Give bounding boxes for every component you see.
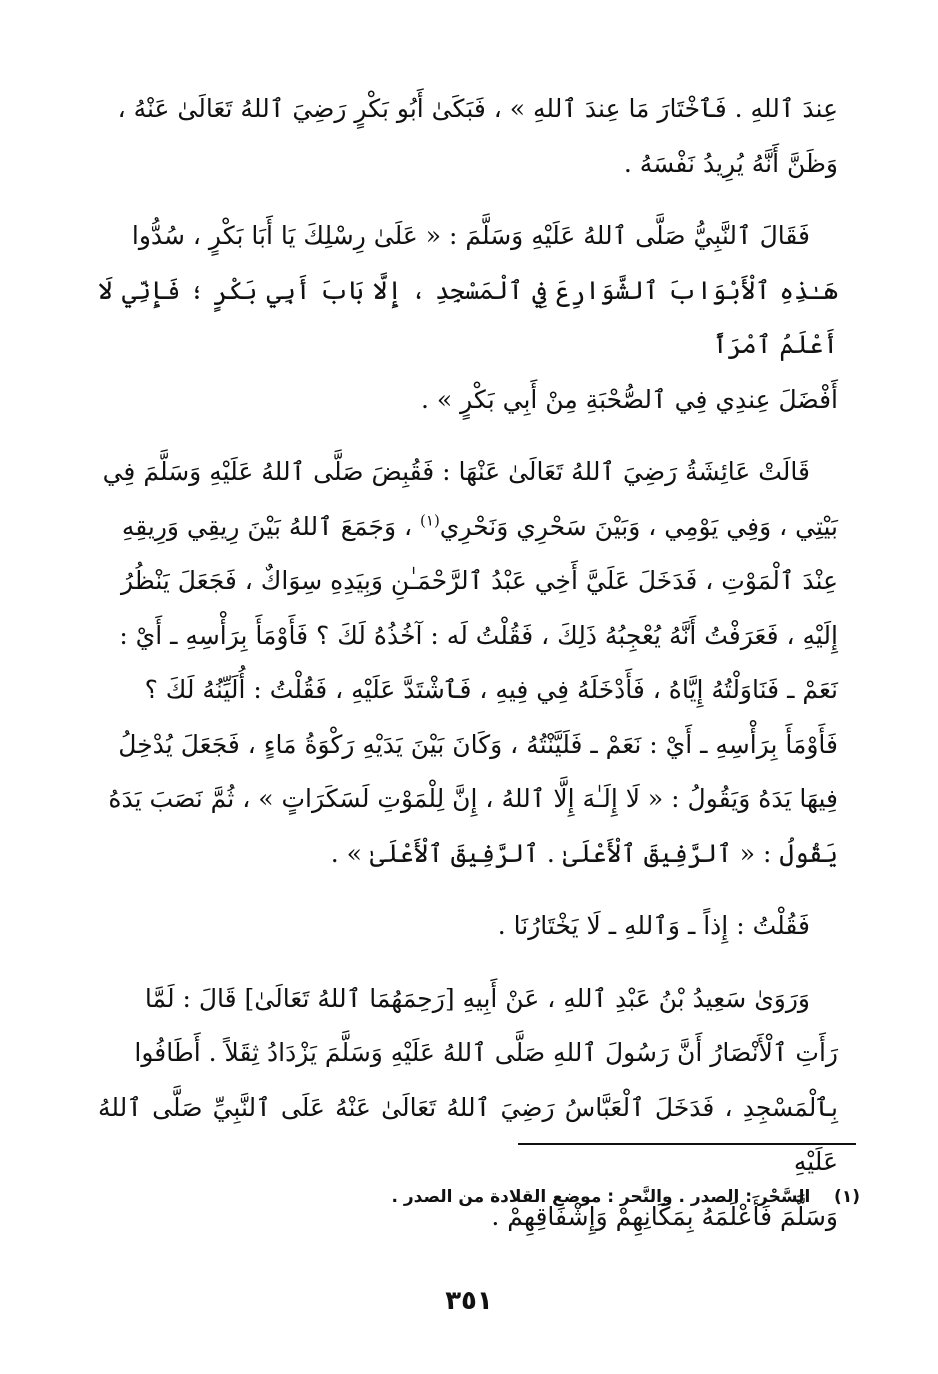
page-number: ٣٥١ <box>445 1286 493 1316</box>
paragraph-2 <box>98 209 838 427</box>
text-line: قَالَتْ عَائِشَةُ رَضِيَ ٱللهُ تَعَالَىٰ عَنْهَا : فَقُبِضَ صَلَّى ٱللهُ عَلَيْهِ وَسَلَّمَ فِي <box>102 457 810 486</box>
text-line: وَظَنَّ أَنَّهُ يُرِيدُ نَفْسَهُ . <box>623 148 838 178</box>
text-line: يَقُولُ : « ٱلرَّفِيقَ ٱلْأَعْلَىٰ . ٱلرَّفِيقَ ٱلْأَعْلَىٰ » . <box>330 838 838 868</box>
text-line: أَفْضَلَ عِندِي فِي ٱلصُّحْبَةِ مِنْ أَبِي بَكْرٍ » . <box>420 384 838 414</box>
text-line: إِلَيْهِ ، فَعَرَفْتُ أَنَّهُ يُعْجِبُهُ ذَلِكَ ، فَقُلْتُ لَه : آخُذُهُ لَكَ ؟ فَأَوْمَأَ بِرَأْسِهِ ـ أَيْ : <box>119 620 838 650</box>
text-line: فَقَالَ ٱلنَّبِيُّ صَلَّى ٱللهُ عَلَيْهِ وَسَلَّمَ : « عَلَىٰ رِسْلِكَ يَا أَبَا بَكْرٍ ، سُدُّوا <box>131 221 810 250</box>
text-line-with-footnote <box>98 500 838 555</box>
footnote-text: السَّحْر : الصدر . والنَّحر : موضع القلادة من الصدر . <box>391 1187 811 1207</box>
text-line: عِندَ ٱللهِ . فَٱخْتَارَ مَا عِندَ ٱللهِ » ، فَبَكَىٰ أَبُو بَكْرٍ رَضِيَ ٱللهُ تَعَالَىٰ عَنْهُ ، <box>117 94 838 123</box>
text-segment: بَيْتِي ، وَفِي يَوْمِي ، وَبَيْنَ سَحْرِي وَنَحْرِي <box>439 511 838 541</box>
text-line: وَرَوَىٰ سَعِيدُ بْنُ عَبْدِ ٱللهِ ، عَنْ أَبِيهِ [رَحِمَهُمَا ٱللهُ تَعَالَىٰ] قَالَ : لَمَّا <box>144 983 810 1013</box>
text-segment: ، وَجَمَعَ ٱللهُ بَيْنَ رِيقِي وَرِيقِهِ <box>121 511 421 541</box>
paragraph-3 <box>98 445 838 881</box>
footnote-reference[interactable]: (١) <box>420 511 440 530</box>
text-line: فِيهَا يَدَهُ وَيَقُولُ : « لَا إِلَـٰهَ إِلَّا ٱللهُ ، إِنَّ لِلْمَوْتِ لَسَكَرَاتٍ » ، ثُمَّ نَصَبَ يَدَهُ <box>108 784 838 813</box>
text-line: رَأَتِ ٱلْأَنْصَارُ أَنَّ رَسُولَ ٱللهِ صَلَّى ٱللهُ عَلَيْهِ وَسَلَّمَ يَزْدَادُ ثِقَلاً . أَطَافُوا <box>134 1038 838 1067</box>
text-line: عِنْدَ ٱلْمَوْتِ ، فَدَخَلَ عَلَيَّ أَخِي عَبْدُ ٱلرَّحْمَـٰنِ وَبِيَدِهِ سِوَاكٌ ، فَجَعَلَ يَنْظُرُ <box>121 566 838 595</box>
text-line: فَأَوْمَأَ بِرَأْسِهِ ـ أَيْ : نَعَمْ ـ فَلَيَّنْتُهُ ، وَكَانَ بَيْنَ يَدَيْهِ رَكْوَةُ مَاءٍ ، فَجَعَلَ يُدْخِلُ <box>118 729 838 759</box>
main-text <box>98 82 838 1244</box>
text-line: نَعَمْ ـ فَنَاوَلْتُهُ إِيَّاهُ ، فَأَدْخَلَهُ فِي فِيهِ ، فَٱشْتَدَّ عَلَيْهِ ، فَقُلْتُ : أُلَيِّنُهُ لَكَ ؟ <box>144 675 838 704</box>
text-line: بِٱلْمَسْجِدِ ، فَدَخَلَ ٱلْعَبَّاسُ رَضِيَ ٱللهُ تَعَالَىٰ عَنْهُ عَلَى ٱلنَّبِيِّ صَلَّى ٱللهُ عَلَيْهِ <box>98 1092 838 1176</box>
text-line: فَقُلْتُ : إِذاً ـ وَٱللهِ ـ لَا يَخْتَارُنَا . <box>497 911 810 940</box>
paragraph-4 <box>98 899 838 954</box>
footnote-divider <box>518 1143 856 1145</box>
text-line: هَـٰذِهِ ٱلْأَبْوَابَ ٱلشَّوَارِعَ فِي ٱلْمَسْجِدِ ، إِلَّا بَابَ أَبِي بَكْرٍ ؛ فَإِنِّي لَا أَعْلَمُ ٱمْرَأً <box>98 275 838 359</box>
text-line: وَسَلَّمَ فَأَعْلَمَهُ بِمَكَانِهِمْ وَإِشْفَاقِهِمْ . <box>491 1201 838 1231</box>
footnote-number: (١) <box>834 1187 860 1207</box>
paragraph-1 <box>98 82 838 191</box>
footnote <box>100 1180 860 1214</box>
